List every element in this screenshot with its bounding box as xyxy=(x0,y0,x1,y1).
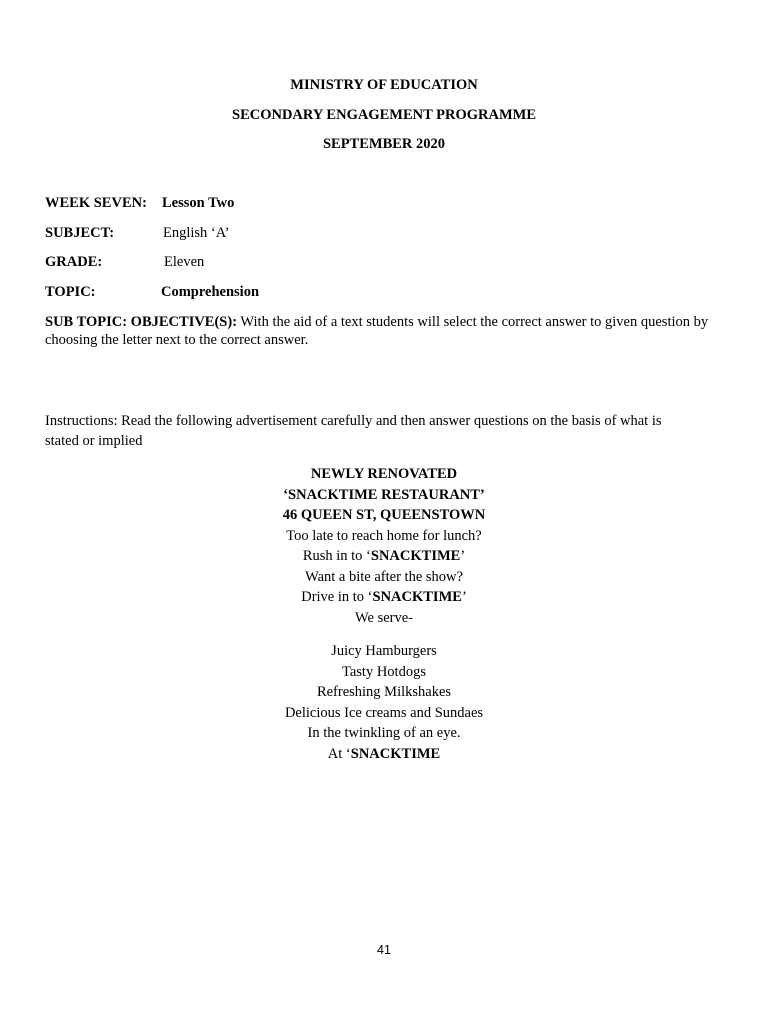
advert-item-milkshakes: Refreshing Milkshakes xyxy=(316,684,452,700)
advert-line-rush xyxy=(0,546,768,567)
advert-line-serve: We serve- xyxy=(354,609,413,626)
grade-row xyxy=(45,253,205,271)
subject-row xyxy=(45,224,230,242)
advertisement xyxy=(0,464,768,764)
advert-headline: NEWLY RENOVATED xyxy=(310,466,458,482)
advert-line-lunch: Too late to reach home for lunch? xyxy=(286,527,482,544)
objective-paragraph xyxy=(45,313,725,349)
grade-label: GRADE: xyxy=(45,254,103,270)
advert-spacer xyxy=(0,628,768,641)
advert-restaurant-name: ‘SNACKTIME RESTAURANT’ xyxy=(283,486,485,503)
advert-closing-prefix: At ‘ xyxy=(327,745,351,762)
objective-text: With the aid of a text students will select the correct answer to given question by choosing the letter next to the correct answer. xyxy=(45,314,709,348)
ministry-heading: MINISTRY OF EDUCATION xyxy=(290,77,478,93)
advert-rush-suffix: ’ xyxy=(460,548,466,564)
advert-item-icecreams: Delicious Ice creams and Sundaes xyxy=(284,704,484,721)
page-number: 41 xyxy=(377,943,391,957)
topic-label: TOPIC: xyxy=(45,284,96,300)
advert-line-show: Want a bite after the show? xyxy=(305,568,463,585)
advert-item-hamburgers: Juicy Hamburgers xyxy=(331,643,437,659)
subject-label: SUBJECT: xyxy=(45,225,115,241)
advert-rush-prefix: Rush in to ‘ xyxy=(302,548,371,564)
advert-closing-brand: SNACKTIME xyxy=(350,745,441,762)
topic-row xyxy=(45,283,260,301)
advert-drive-suffix: ’ xyxy=(461,589,467,605)
objective-label: SUB TOPIC: OBJECTIVE(S): xyxy=(45,314,238,330)
advert-item-hotdogs: Tasty Hotdogs xyxy=(342,663,426,680)
date-heading: SEPTEMBER 2020 xyxy=(322,136,446,152)
advert-closing xyxy=(0,744,768,765)
subject-value: English ‘A’ xyxy=(163,225,230,241)
week-label: WEEK SEVEN: xyxy=(45,195,147,211)
topic-value: Comprehension xyxy=(161,284,260,300)
advert-line-twinkling: In the twinkling of an eye. xyxy=(307,725,461,741)
advert-drive-prefix: Drive in to ‘ xyxy=(301,589,373,605)
grade-value: Eleven xyxy=(164,254,205,270)
advert-drive-brand: SNACKTIME xyxy=(372,589,462,605)
advert-line-drive xyxy=(0,587,768,608)
week-value: Lesson Two xyxy=(162,195,235,211)
instructions-paragraph: Instructions: Read the following advertisement carefully and then answer questions on the basis of what is stated or implied xyxy=(45,413,662,449)
week-row xyxy=(45,194,235,212)
programme-heading: SECONDARY ENGAGEMENT PROGRAMME xyxy=(232,107,536,123)
advert-rush-brand: SNACKTIME xyxy=(370,548,461,564)
advert-address: 46 QUEEN ST, QUEENSTOWN xyxy=(282,507,486,523)
